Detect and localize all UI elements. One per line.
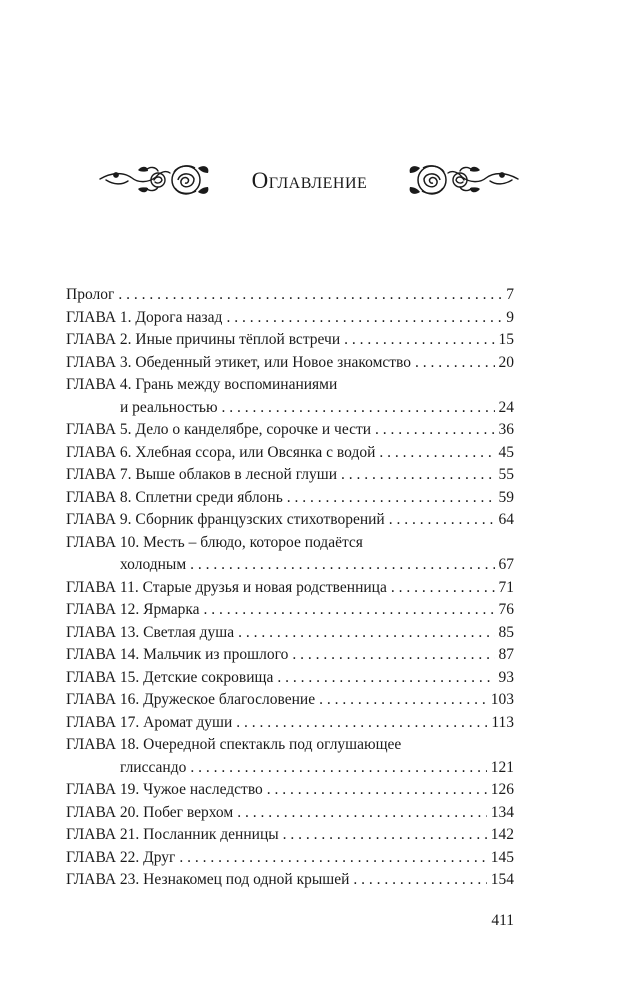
toc-entry-page: 7: [506, 286, 514, 303]
toc-entry-title-cont: глиссандо: [120, 758, 187, 776]
toc-entry-page: 154: [490, 871, 514, 888]
toc-entry-page: 145: [490, 848, 514, 866]
toc-entry-title: ГЛАВА 23. Незнакомец под одной крышей: [66, 871, 350, 888]
toc-entry-chapter-19[interactable]: [66, 779, 514, 802]
toc-entry-title: ГЛАВА 13. Светлая душа: [66, 623, 235, 641]
toc-entry-page: 55: [498, 466, 514, 483]
toc-entry-title: ГЛАВА 21. Посланник денницы: [66, 826, 279, 843]
toc-entry-title: Пролог: [66, 286, 115, 303]
toc-entry-page: 93: [498, 668, 514, 686]
toc-entry-page: 121: [490, 758, 514, 776]
toc-entry-chapter-12[interactable]: [66, 599, 514, 622]
dot-leader: [118, 284, 502, 307]
toc-entry-title: ГЛАВА 16. Дружеское благословение: [66, 691, 316, 708]
toc-entry-chapter-21[interactable]: [66, 824, 514, 847]
toc-entry-chapter-3[interactable]: [66, 352, 514, 375]
toc-entry-title: ГЛАВА 6. Хлебная ссора, или Овсянка с водой: [66, 443, 376, 461]
page-title: Оглавление: [251, 168, 368, 193]
toc-entry-page: 36: [498, 421, 514, 438]
toc-entry-title-cont: и реальностью: [120, 398, 218, 416]
toc-entry-title: ГЛАВА 3. Обеденный этикет, или Новое знакомство: [66, 353, 411, 371]
toc-entry-chapter-18[interactable]: [66, 734, 514, 757]
toc-entry-chapter-18-cont[interactable]: [66, 757, 514, 780]
toc-entry-page: 9: [506, 308, 514, 326]
toc-entry-page: 71: [498, 578, 514, 596]
dot-leader: [190, 757, 486, 780]
toc-entry-chapter-2[interactable]: [66, 329, 514, 352]
toc-entry-page: 76: [498, 601, 514, 618]
toc-entry-page: 113: [491, 713, 514, 731]
toc-entry-chapter-17[interactable]: [66, 712, 514, 735]
dot-leader: [391, 577, 495, 600]
toc-entry-chapter-4[interactable]: [66, 374, 514, 397]
toc-entry-chapter-23[interactable]: [66, 869, 514, 892]
toc-entry-title: ГЛАВА 10. Месть – блюдо, которое подаётся: [66, 533, 363, 551]
toc-entry-title: ГЛАВА 12. Ярмарка: [66, 601, 200, 618]
dot-leader: [190, 554, 494, 577]
toc-entry-chapter-11[interactable]: [66, 577, 514, 600]
toc-entry-page: 20: [498, 353, 514, 371]
dot-leader: [283, 824, 487, 847]
toc-entry-title: ГЛАВА 5. Дело о канделябре, сорочке и чести: [66, 421, 372, 438]
toc-entry-chapter-6[interactable]: [66, 442, 514, 465]
toc-entry-title: ГЛАВА 17. Аромат души: [66, 713, 233, 731]
toc-entry-page: 67: [498, 556, 514, 573]
toc-entry-page: 142: [490, 826, 514, 843]
toc-entry-chapter-10[interactable]: [66, 532, 514, 555]
table-of-contents: [66, 284, 514, 892]
toc-entry-chapter-1[interactable]: [66, 307, 514, 330]
dot-leader: [353, 869, 486, 892]
dot-leader: [292, 644, 494, 667]
dot-leader: [267, 779, 487, 802]
toc-entry-chapter-4-cont[interactable]: [66, 397, 514, 420]
dot-leader: [319, 689, 487, 712]
dot-leader: [344, 329, 494, 352]
toc-entry-chapter-22[interactable]: [66, 847, 514, 870]
toc-entry-title: ГЛАВА 19. Чужое наследство: [66, 781, 263, 798]
toc-entry-chapter-7[interactable]: [66, 464, 514, 487]
toc-entry-title: ГЛАВА 9. Сборник французских стихотворений: [66, 511, 385, 528]
toc-entry-title: ГЛАВА 20. Побег верхом: [66, 803, 234, 821]
toc-entry-page: 64: [498, 511, 514, 528]
toc-entry-chapter-13[interactable]: [66, 622, 514, 645]
toc-entry-title: ГЛАВА 2. Иные причины тёплой встречи: [66, 331, 341, 348]
dot-leader: [236, 712, 487, 735]
toc-entry-chapter-14[interactable]: [66, 644, 514, 667]
dot-leader: [237, 802, 487, 825]
toc-entry-page: 87: [498, 646, 514, 663]
dot-leader: [389, 509, 495, 532]
dot-leader: [277, 667, 494, 690]
toc-entry-page: 15: [498, 331, 514, 348]
dot-leader: [204, 599, 495, 622]
dot-leader: [379, 442, 494, 465]
toc-entry-prologue[interactable]: [66, 284, 514, 307]
dot-leader: [375, 419, 494, 442]
toc-entry-chapter-16[interactable]: [66, 689, 514, 712]
toc-entry-title-cont: холодным: [120, 556, 187, 573]
toc-entry-title: ГЛАВА 11. Старые друзья и новая родственница: [66, 578, 387, 596]
dot-leader: [222, 397, 495, 420]
toc-entry-page: 103: [490, 691, 514, 708]
dot-leader: [226, 307, 502, 330]
toc-entry-chapter-15[interactable]: [66, 667, 514, 690]
toc-entry-title: ГЛАВА 15. Детские сокровища: [66, 668, 274, 686]
toc-entry-title: ГЛАВА 18. Очередной спектакль под оглушающее: [66, 736, 402, 753]
toc-entry-title: ГЛАВА 14. Мальчик из прошлого: [66, 646, 289, 663]
toc-entry-chapter-5[interactable]: [66, 419, 514, 442]
toc-entry-page: 134: [490, 803, 514, 821]
page-number: 411: [491, 912, 514, 929]
toc-entry-chapter-9[interactable]: [66, 509, 514, 532]
dot-leader: [287, 487, 495, 510]
dot-leader: [415, 352, 495, 375]
toc-entry-title: ГЛАВА 7. Выше облаков в лесной глуши: [66, 466, 338, 483]
toc-entry-chapter-8[interactable]: [66, 487, 514, 510]
toc-entry-page: 126: [490, 781, 514, 798]
dot-leader: [179, 847, 486, 870]
toc-entry-title: ГЛАВА 1. Дорога назад: [66, 308, 223, 326]
toc-entry-title: ГЛАВА 4. Грань между воспоминаниями: [66, 376, 338, 393]
toc-entry-page: 59: [498, 488, 514, 506]
toc-entry-page: 45: [498, 443, 514, 461]
toc-entry-chapter-20[interactable]: [66, 802, 514, 825]
toc-entry-title: ГЛАВА 22. Друг: [66, 848, 176, 866]
dot-leader: [341, 464, 494, 487]
toc-entry-page: 24: [498, 398, 514, 416]
toc-heading: [0, 150, 619, 210]
toc-entry-page: 85: [498, 623, 514, 641]
toc-entry-chapter-10-cont[interactable]: [66, 554, 514, 577]
dot-leader: [238, 622, 494, 645]
rose-flourish-icon: [388, 158, 520, 200]
toc-entry-title: ГЛАВА 8. Сплетни среди яблонь: [66, 488, 283, 506]
